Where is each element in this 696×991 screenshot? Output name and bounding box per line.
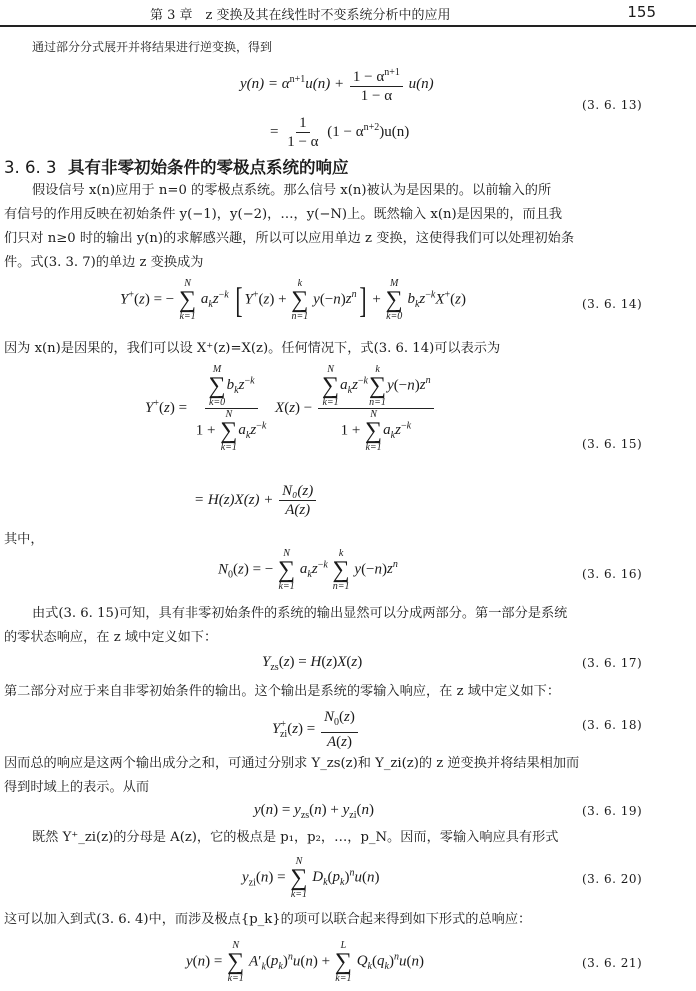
- eq-3-6-13-line1: $y(n) = \alpha^{n+1}u(n)$ + $\frac{1 - \alpha^{n+1}}{1 - \alpha}$ u(n): [240, 64, 434, 105]
- eq-number-3-6-20: (3. 6. 20): [582, 872, 643, 886]
- para4: 第二部分对应于来自非零初始条件的输出。这个输出是系统的零输入响应，在 z 域中定义如下：: [4, 684, 561, 699]
- eq-number-3-6-13: (3. 6. 13): [582, 98, 643, 112]
- eq-3-6-14: Y+(z) = − N ∑ k=1 $a_kz^{-k}$ [ Y+(z) + k ∑ n=1 $y(-n)z^n$] + M ∑ k=0 $b_kz^{-k}X^+(z)$: [120, 278, 467, 322]
- eq-number-3-6-21: (3. 6. 21): [582, 956, 643, 970]
- eq-number-3-6-15: (3. 6. 15): [582, 437, 643, 451]
- running-header: 第 3 章 z 变换及其在线性时不变系统分析中的应用: [150, 8, 451, 23]
- eq-3-6-20: $y_{zi}(n)$ = N ∑ k=1 $D_k(p_k)^nu(n)$: [242, 856, 380, 900]
- eq-3-6-16: $N_0(z)$ = − N ∑ k=1 $a_kz^{-k}$ k ∑ n=1 $y(-n)z^n$: [218, 548, 398, 592]
- para5-line1: 因而总的响应是这两个输出成分之和，可通过分别求 Y_zs(z)和 Y_zi(z)的 z 逆变换并将结果相加而: [4, 756, 580, 771]
- para6: 既然 Y⁺_zi(z)的分母是 A(z)，它的极点是 p₁，p₂，…，p_N。因而，零输入响应具有形式: [32, 830, 559, 845]
- para1-line4: 件。式(3. 3. 7)的单边 z 变换成为: [4, 255, 204, 270]
- para3-line2: 的零状态响应，在 z 域中定义如下：: [4, 630, 218, 645]
- eq-number-3-6-16: (3. 6. 16): [582, 567, 643, 581]
- qizhong: 其中，: [4, 532, 44, 547]
- eq-3-6-21: y(n) = N ∑ k=1 $A'_k(p_k)^nu(n)$ + L ∑ k=1 $Q_k(q_k)^nu(n)$: [186, 940, 424, 984]
- para1-line2: 有信号的作用反映在初始条件 y(−1)，y(−2)，…，y(−N)上。既然输入 x(n)是因果的，而且我: [4, 207, 563, 222]
- eq-number-3-6-14: (3. 6. 14): [582, 297, 643, 311]
- para3-line1: 由式(3. 6. 15)可知，具有非零初始条件的系统的输出显然可以分成两部分。第一部分是系统: [32, 606, 568, 621]
- eq-number-3-6-19: (3. 6. 19): [582, 804, 643, 818]
- para5-line2: 得到时域上的表示。从而: [4, 780, 150, 795]
- eq-3-6-18: $Y^+_{zi}(z)$ = $\frac{N_0(z)}{A(z)}$: [272, 708, 360, 751]
- para1-line3: 们只对 n≥0 时的输出 y(n)的求解感兴趣，所以可以应用单边 z 变换，这使得我们可以处理初始条: [4, 231, 575, 246]
- para7: 这可以加入到式(3. 6. 4)中，而涉及极点{p_k}的项可以联合起来得到如下形式的总响应：: [4, 912, 532, 927]
- header-rule: [0, 25, 696, 27]
- eq-3-6-15-line1: Y+(z) = M ∑ k=0 $b_kz^{-k}$ 1 + N ∑ k=1 $a_kz^{-k}$ X(z) − N ∑ k=1 $a_kz^{-k}$ k ∑ n=1 $y(-n)z^n$ 1 + N ∑ k=1 $a_kz^{-k}$: [145, 364, 436, 453]
- eq-3-6-15-line2: = H(z)X(z) + $\frac{\text{N₀(z)}}{A(z)}$: [194, 482, 318, 519]
- eq-number-3-6-17: (3. 6. 17): [582, 656, 643, 670]
- page-number: 155: [627, 3, 656, 21]
- eq-3-6-17: $Y_{zs}(z) = H(z)X(z)$: [262, 654, 363, 673]
- para1-line1: 假设信号 x(n)应用于 n=0 的零极点系统。那么信号 x(n)被认为是因果的。以前输入的所: [32, 183, 552, 198]
- para2: 因为 x(n)是因果的，我们可以设 X⁺(z)=X(z)。任何情况下，式(3. 6. 14)可以表示为: [4, 341, 501, 356]
- eq-3-6-19: $y(n) = y_{zs}(n) + y_{zi}(n)$: [254, 802, 375, 821]
- section-heading: 3. 6. 3 具有非零初始条件的零极点系统的响应: [4, 158, 349, 177]
- intro-line: 通过部分分式展开并将结果进行逆变换，得到: [32, 40, 273, 54]
- eq-number-3-6-18: (3. 6. 18): [582, 718, 643, 732]
- eq-3-6-13-line2: = $\frac{1}{1 - \alpha}$ $(1 - \alpha^{n+2})u(n)$: [270, 115, 410, 150]
